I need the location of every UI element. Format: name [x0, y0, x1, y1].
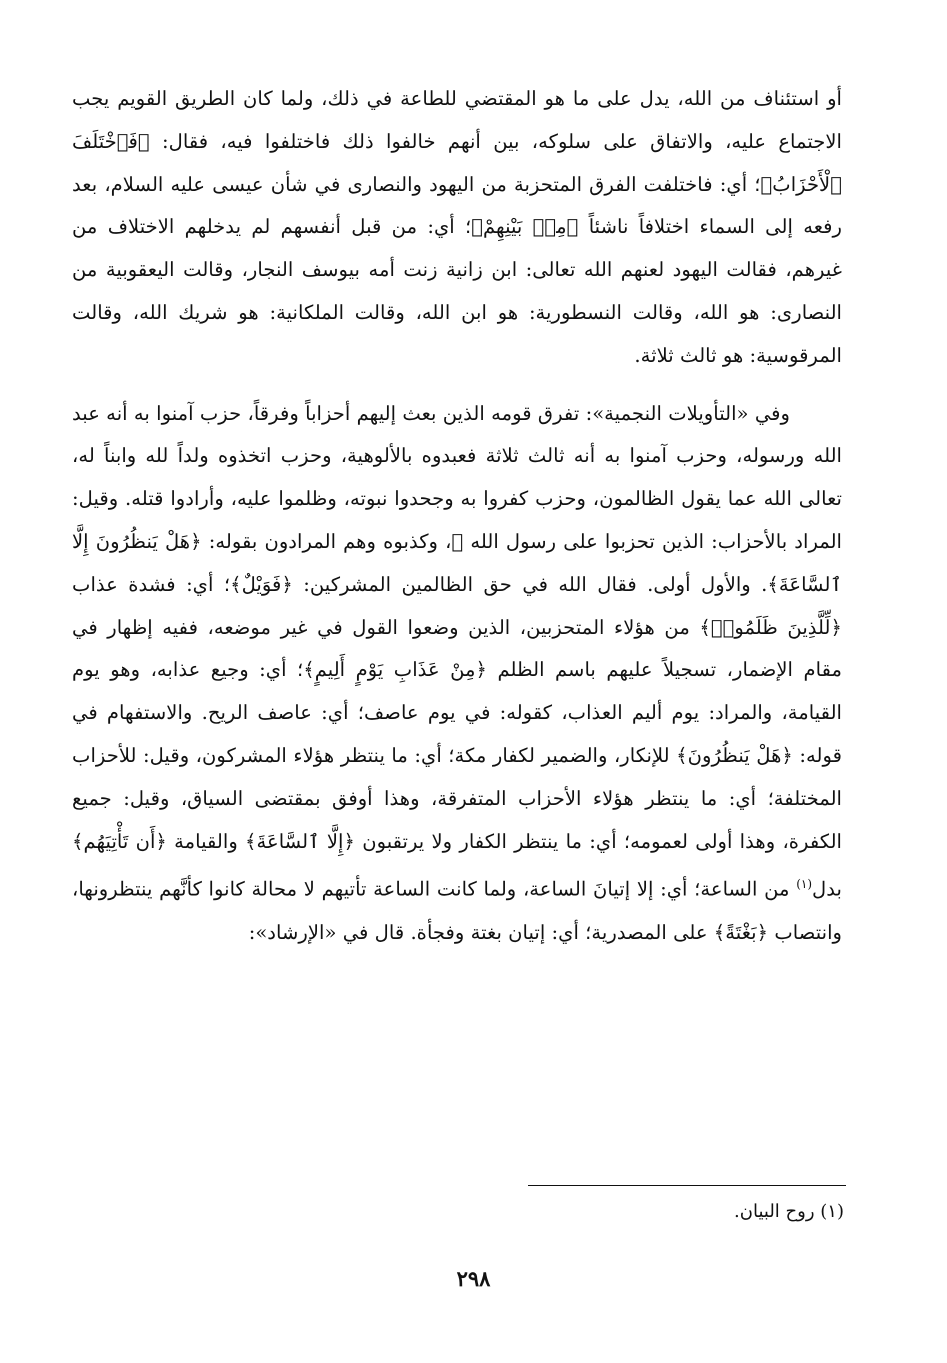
paragraph-2 — [72, 393, 842, 955]
page-body — [72, 78, 842, 954]
footnote-marker: (١) — [820, 1201, 844, 1222]
paragraph-1 — [72, 78, 842, 378]
paragraph-2-text: وفي «التأويلات النجمية»: تفرق قومه الذين بعث إليهم أحزاباً وفرقاً، حزب آمنوا به أنه عبد الله ورسوله، وحزب آمنوا به أنه ثالث ثلاثة فعبدوه بالألوهية، وحزب اتخذوه ولداً لله وابناً له، تعالى الله عما يقول الظالمون، وحزب كفروا به وجحدوا نبوته، وظلموا عليه، وأرادوا قتله. وقيل: المراد بالأحزاب: الذين تحزبوا على رسول الله ﷺ، وكذبوه وهم المرادون بقوله: ﴿هَلْ يَنظُرُونَ إِلَّا ٱلسَّاعَةَ﴾. والأول أولى. فقال الله في حق الظالمين المشركين: ﴿فَوَيْلٌ﴾؛ أي: فشدة عذاب ﴿لِّلَّذِينَ ظَلَمُوا۟﴾ من هؤلاء المتحزبين، الذين وضعوا القول في غير موضعه، ففيه إظهار في مقام الإضمار، تسجيلاً عليهم باسم الظلم ﴿مِنْ عَذَابِ يَوْمٍ أَلِيمٍ﴾؛ أي: وجيع عذابه، وهو يوم القيامة، والمراد: يوم أليم العذاب، كقوله: في يوم عاصف؛ أي: عاصف الريح. والاستفهام في قوله: ﴿هَلْ يَنظُرُونَ﴾ للإنكار، والضمير لكفار مكة؛ أي: ما ينتظر هؤلاء المشركون، وقيل: للأحزاب المختلفة؛ أي: ما ينتظر هؤلاء الأحزاب المتفرقة، وهذا أوفق بمقتضى السياق، وقيل: جميع الكفرة، وهذا أولى لعمومه؛ أي: ما ينتظر الكفار ولا يرتقبون ﴿إِلَّا ٱلسَّاعَةَ﴾ والقيامة ﴿أَن تَأْتِيَهُم﴾ بدل — [72, 401, 842, 901]
footnote-reference[interactable]: (١) — [796, 877, 813, 892]
page-number: ٢٩٨ — [456, 1266, 491, 1291]
footnote — [734, 1196, 844, 1228]
footnote-text: روح البيان. — [734, 1201, 821, 1222]
paragraph-1-text: أو استئناف من الله، يدل على ما هو المقتضي للطاعة في ذلك، ولما كان الطريق القويم يجب الاجتماع عليه، والاتفاق على سلوكه، بين أنهم خالفوا ذلك فاختلفوا فيه، فقال: ﴿فَٱخْتَلَفَ ٱلْأَحْزَابُ﴾؛ أي: فاختلفت الفرق المتحزبة من اليهود والنصارى في شأن عيسى عليه السلام، بعد رفعه إلى السماء اختلافاً ناشئاً ﴿مِنۢ بَيْنِهِمْ﴾؛ أي: من قبل أنفسهم لم يدخلهم الاختلاف من غيرهم، فقالت اليهود لعنهم الله تعالى: ابن زانية زنت أمه بيوسف النجار، وقالت اليعقوبية من النصارى: هو الله، وقالت النسطورية: هو ابن الله، وقالت الملكانية: هو شريك الله، وقالت المرقوسية: هو ثالث ثلاثة. — [72, 87, 842, 367]
paragraph-2-tail: من الساعة؛ أي: إلا إتيانَ الساعة، ولما كانت الساعة تأتيهم لا محالة كانوا كأنَّهم ينتظرونها، وانتصاب ﴿بَغْتَةً﴾ على المصدرية؛ أي: إتيان بغتة وفجأة. قال في «الإرشاد»: — [72, 877, 842, 944]
footnote-separator — [528, 1185, 846, 1186]
